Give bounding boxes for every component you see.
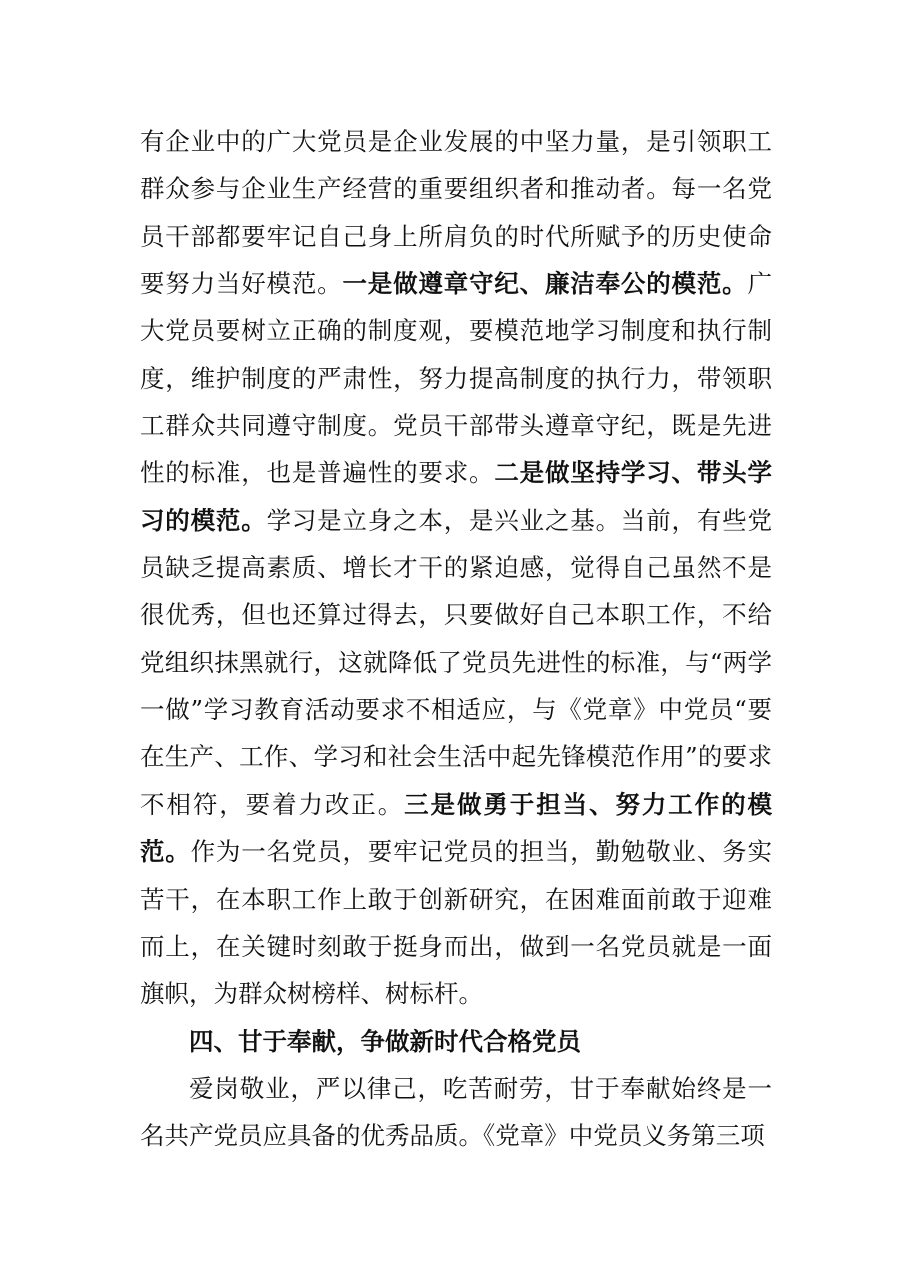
bold-point-one: 一是做遵章守纪、廉洁奉公的模范。: [342, 269, 748, 299]
bold-point-two: 二是做坚持学习、带头学习的模范。: [140, 458, 772, 535]
paragraph-text: 作为一名党员，要牢记党员的担当，勤勉敬业、务实苦干，在本职工作上敢于创新研究，在困难面前敢于迎难而上，在关键时刻敢于挺身而出，做到一名党员就是一面旗帜，为群众树榜样、树标杆。: [140, 837, 772, 1009]
paragraph-text: 学习是立身之本，是兴业之基。当前，有些党员缺乏提高素质、增长才干的紧迫感，觉得自己虽然不是很优秀，但也还算过得去，只要做好自己本职工作，不给党组织抹黑就行，这就降低了党员先进性的标准，与“两学一做”学习教育活动要求不相适应，与《党章》中党员“要在生产、工作、学习和社会生活中起先锋模范作用”的要求不相符，要着力改正。: [140, 505, 772, 819]
paragraph-dedication: 爱岗敬业，严以律己，吃苦耐劳，甘于奉献始终是一名共产党员应具备的优秀品质。《党章》中党员义务第三项: [140, 1073, 772, 1151]
bold-point-three: 三是做勇于担当、努力工作的模范。: [140, 789, 773, 867]
body-text: [140, 118, 772, 1160]
paragraph-model-roles: [140, 118, 772, 1018]
paragraph-text: 广大党员要树立正确的制度观，要模范地学习制度和执行制度，维护制度的严肃性，努力提高制度的执行力，带领职工群众共同遵守制度。党员干部带头遵章守纪，既是先进性的标准，也是普遍性的要求。: [140, 269, 772, 488]
section-heading-four: 四、甘于奉献，争做新时代合格党员: [189, 1026, 581, 1056]
paragraph-text: 有企业中的广大党员是企业发展的中坚力量，是引领职工群众参与企业生产经营的重要组织者和推动者。每一名党员干部都要牢记自己身上所肩负的时代所赋予的历史使命要努力当好模范。: [140, 127, 772, 299]
